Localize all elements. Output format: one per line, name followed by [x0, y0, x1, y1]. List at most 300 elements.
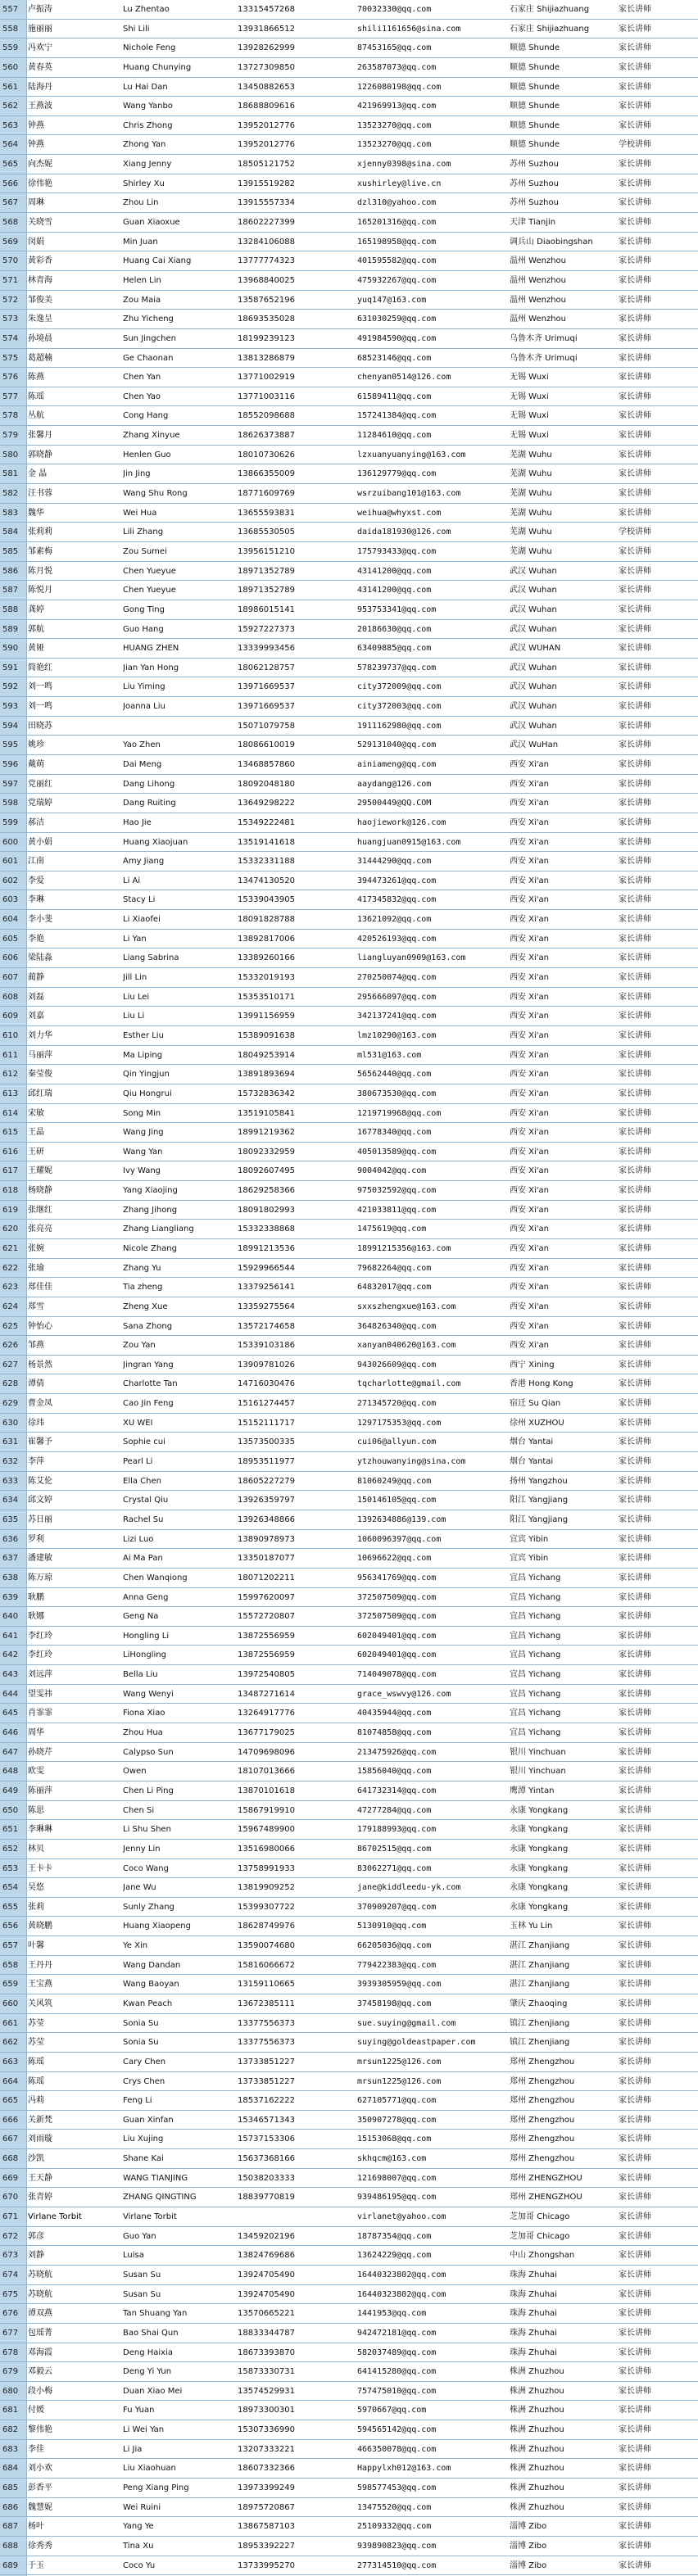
english-name-cell: Sun Jingchen [123, 333, 176, 343]
city-cell: 株洲 Zhuzhou [510, 2464, 564, 2474]
english-name-cell: Ella Chen [123, 1476, 161, 1486]
chinese-name-cell: 张莉 [28, 1902, 44, 1912]
table-row [0, 2227, 698, 2247]
role-cell: 家长讲师 [619, 2038, 651, 2048]
row-number-cell: 583 [2, 508, 19, 518]
english-name-cell: Bao Shai Qun [123, 2328, 179, 2338]
role-cell: 家长讲师 [619, 2115, 651, 2125]
chinese-name-cell: 张馨月 [28, 431, 52, 441]
role-cell: 家长讲师 [619, 198, 651, 208]
row-number-cell: 592 [2, 682, 19, 692]
city-cell: 乌鲁木齐 Urimuqi [510, 353, 578, 363]
role-cell: 家长讲师 [619, 702, 651, 712]
email-address-cell: 277314510@qq.com [357, 2560, 437, 2570]
email-address-cell: 16440323802@qq.com [357, 2270, 446, 2279]
english-name-cell: Cao Jin Feng [123, 1399, 174, 1409]
chinese-name-cell: 钟燕 [28, 140, 44, 150]
chinese-name-cell: 梁陆淼 [28, 953, 52, 963]
chinese-name-cell: 黄小娟 [28, 837, 52, 847]
role-cell: 家长讲师 [619, 1592, 651, 1602]
phone-number-cell: 15732836342 [238, 1089, 295, 1098]
city-cell: 宜昌 Yichang [510, 1689, 561, 1699]
row-number-cell: 683 [2, 2444, 19, 2454]
role-cell: 家长讲师 [619, 62, 651, 72]
row-number-cell: 653 [2, 1863, 19, 1873]
english-name-cell: Deng Yi Yun [123, 2367, 172, 2377]
phone-number-cell: 13991156959 [238, 1012, 295, 1021]
email-address-cell: 295666097@qq.com [357, 992, 437, 1002]
role-cell: 家长讲师 [619, 2425, 651, 2435]
english-name-cell: Peng Xiang Ping [123, 2483, 189, 2492]
role-cell: 家长讲师 [619, 1612, 651, 1622]
email-address-cell: 1226080198@qq.com [357, 82, 442, 92]
english-name-cell: Song Min [123, 1108, 161, 1118]
city-cell: 宜昌 Yichang [510, 1631, 561, 1641]
city-cell: 武汉 Wuhan [510, 624, 557, 634]
email-address-cell: 18991215356@163.com [357, 1244, 451, 1253]
english-name-cell: Lizi Luo [123, 1534, 154, 1544]
english-name-cell: Chen Si [123, 1805, 155, 1815]
table-row [0, 2246, 698, 2266]
table-row [0, 1588, 698, 1608]
english-name-cell: Liu Xiaohuan [123, 2464, 176, 2474]
role-cell: 家长讲师 [619, 644, 651, 654]
phone-number-cell: 18091828788 [238, 915, 295, 925]
email-address-cell: Happylxh012@163.com [357, 2464, 451, 2474]
role-cell: 家长讲师 [619, 218, 651, 228]
english-name-cell: Liu Li [123, 1012, 145, 1021]
table-row [0, 174, 698, 194]
phone-number-cell: 15332331188 [238, 857, 295, 867]
english-name-cell: Jingran Yang [123, 1360, 174, 1369]
row-number-cell: 659 [2, 1980, 19, 1990]
table-row [0, 1859, 698, 1879]
phone-number-cell: 18092332959 [238, 1147, 295, 1157]
chinese-name-cell: 魏慧妮 [28, 2502, 52, 2512]
city-cell: 西安 Xi'an [510, 1283, 550, 1293]
phone-number-cell: 13572174658 [238, 1321, 295, 1331]
chinese-name-cell: 陆海丹 [28, 82, 52, 92]
row-number-cell: 684 [2, 2464, 19, 2474]
row-number-cell: 571 [2, 275, 19, 285]
role-cell: 家长讲师 [619, 2173, 651, 2183]
table-row [0, 20, 698, 39]
role-cell: 家长讲师 [619, 1128, 651, 1138]
chinese-name-cell: 郭彦 [28, 2231, 44, 2241]
role-cell: 家长讲师 [619, 586, 651, 595]
row-number-cell: 566 [2, 179, 19, 188]
role-cell: 家长讲师 [619, 1070, 651, 1080]
city-cell: 顺德 Shunde [510, 140, 560, 150]
phone-number-cell: 18629258366 [238, 1186, 295, 1196]
english-name-cell: Chen Wanqiong [123, 1573, 188, 1582]
city-cell: 肇庆 Zhaoqing [510, 1999, 568, 2008]
email-address-cell: 10696622@qq.com [357, 1554, 432, 1564]
phone-number-cell: 13733851227 [238, 2057, 295, 2067]
role-cell: 家长讲师 [619, 2057, 651, 2067]
table-row [0, 2304, 698, 2324]
chinese-name-cell: 简艳红 [28, 663, 52, 672]
row-number-cell: 661 [2, 2018, 19, 2028]
english-name-cell: Shane Kai [123, 2154, 164, 2164]
phone-number-cell: 13733851227 [238, 2076, 295, 2086]
chinese-name-cell: 闵娟 [28, 237, 44, 247]
table-row [0, 1220, 698, 1239]
phone-number-cell: 13159110665 [238, 1980, 295, 1990]
role-cell: 家长讲师 [619, 759, 651, 769]
table-row [0, 1356, 698, 1375]
table-row [0, 1065, 698, 1084]
chinese-name-cell: 陈悦月 [28, 586, 52, 595]
row-number-cell: 572 [2, 295, 19, 305]
phone-number-cell: 18199239123 [238, 333, 295, 343]
row-number-cell: 557 [2, 5, 19, 14]
phone-number-cell: 13813286879 [238, 353, 295, 363]
table-row [0, 2111, 698, 2130]
city-cell: 温州 Wenzhou [510, 295, 567, 305]
role-cell: 家长讲师 [619, 1786, 651, 1795]
english-name-cell: Joanna Liu [123, 702, 165, 712]
chinese-name-cell: 姚珍 [28, 740, 44, 750]
table-row [0, 948, 698, 968]
city-cell: 西宁 Xining [510, 1360, 555, 1369]
city-cell: 宜昌 Yichang [510, 1612, 561, 1622]
row-number-cell: 624 [2, 1302, 19, 1311]
table-row [0, 2149, 698, 2169]
phone-number-cell: 13931866512 [238, 24, 295, 34]
row-number-cell: 605 [2, 934, 19, 944]
chinese-name-cell: 王研 [28, 1147, 44, 1157]
english-name-cell: Dai Meng [123, 759, 162, 769]
english-name-cell: Geng Na [123, 1612, 159, 1622]
row-number-cell: 576 [2, 373, 19, 383]
phone-number-cell: 13570665221 [238, 2309, 295, 2319]
phone-number-cell: 13655593831 [238, 508, 295, 518]
phone-number-cell: 13727309850 [238, 62, 295, 72]
table-row [0, 1743, 698, 1763]
phone-number-cell: 18975720867 [238, 2502, 295, 2512]
city-cell: 西安 Xi'an [510, 895, 550, 905]
phone-number-cell: 18626373887 [238, 431, 295, 441]
table-row [0, 1201, 698, 1220]
role-cell: 家长讲师 [619, 1050, 651, 1060]
table-row [0, 1510, 698, 1530]
english-name-cell: Ge Chaonan [123, 353, 174, 363]
chinese-name-cell: 郑佳佳 [28, 1283, 52, 1293]
email-address-cell: 40435944@qq.com [357, 1709, 432, 1718]
city-cell: 武汉 Wuhan [510, 682, 557, 692]
table-row [0, 1530, 698, 1550]
email-address-cell: 420526193@qq.com [357, 934, 437, 944]
english-name-cell: HUANG ZHEN [123, 644, 179, 654]
row-number-cell: 577 [2, 392, 19, 401]
email-address-cell: lmz10290@163.com [357, 1030, 437, 1040]
english-name-cell: Duan Xiao Mei [123, 2386, 183, 2396]
city-cell: 宜宾 Yibin [510, 1554, 549, 1564]
role-cell: 家长讲师 [619, 1418, 651, 1428]
email-address-cell: 68523146@qq.com [357, 353, 432, 363]
chinese-name-cell: 邱红瑞 [28, 1089, 52, 1098]
phone-number-cell: 13819909252 [238, 1883, 295, 1893]
email-address-cell: 475932267@qq.com [357, 275, 437, 285]
chinese-name-cell: 邱文婷 [28, 1496, 52, 1505]
row-number-cell: 602 [2, 876, 19, 885]
row-number-cell: 687 [2, 2522, 19, 2532]
chinese-name-cell: 徐伟艳 [28, 179, 52, 188]
email-address-cell: 491984590@qq.com [357, 333, 437, 343]
email-address-cell: 31444290@qq.com [357, 857, 432, 867]
email-address-cell: 942472181@qq.com [357, 2328, 437, 2338]
email-address-cell: city372009@qq.com [357, 682, 442, 692]
role-cell: 家长讲师 [619, 315, 651, 324]
table-row [0, 1414, 698, 1433]
row-number-cell: 581 [2, 469, 19, 479]
table-row [0, 930, 698, 949]
phone-number-cell: 15399307722 [238, 1902, 295, 1912]
row-number-cell: 648 [2, 1767, 19, 1777]
role-cell: 家长讲师 [619, 2231, 651, 2241]
table-row [0, 620, 698, 640]
chinese-name-cell: 李红玲 [28, 1650, 52, 1660]
role-cell: 家长讲师 [619, 817, 651, 827]
email-address-cell: 13621092@qq.com [357, 915, 432, 925]
role-cell: 家长讲师 [619, 2018, 651, 2028]
role-cell: 家长讲师 [619, 1205, 651, 1215]
row-number-cell: 590 [2, 644, 19, 654]
english-name-cell: Zhang Liangliang [123, 1225, 194, 1234]
table-row [0, 1646, 698, 1665]
chinese-name-cell: 党瑞婷 [28, 799, 52, 808]
row-number-cell: 666 [2, 2115, 19, 2125]
table-row [0, 794, 698, 813]
city-cell: 芜湖 Wuhu [510, 508, 552, 518]
english-name-cell: Wei Ruini [123, 2502, 161, 2512]
city-cell: 宜昌 Yichang [510, 1592, 561, 1602]
english-name-cell: Susan Su [123, 2289, 161, 2299]
table-row [0, 38, 698, 58]
role-cell: 家长讲师 [619, 1650, 651, 1660]
chinese-name-cell: 王晶 [28, 1128, 44, 1138]
table-row [0, 484, 698, 504]
phone-number-cell: 13315457268 [238, 5, 295, 14]
chinese-name-cell: 关新梵 [28, 2115, 52, 2125]
email-address-cell: 1060096397@qq.com [357, 1534, 442, 1544]
table-row [0, 1549, 698, 1569]
phone-number-cell: 18991219362 [238, 1128, 295, 1138]
phone-number-cell: 18552098688 [238, 411, 295, 421]
email-address-cell: 641415280@qq.com [357, 2367, 437, 2377]
table-row [0, 1569, 698, 1588]
english-name-cell: Lu Zhentao [123, 5, 170, 14]
english-name-cell: Tan Shuang Yan [123, 2309, 188, 2319]
table-row [0, 1491, 698, 1510]
chinese-name-cell: 吴悠 [28, 1883, 44, 1893]
table-row [0, 523, 698, 542]
chinese-name-cell: 苏莹 [28, 2018, 44, 2028]
phone-number-cell: 13870101618 [238, 1786, 295, 1795]
row-number-cell: 689 [2, 2560, 19, 2570]
table-row [0, 2207, 698, 2227]
table-row [0, 2401, 698, 2420]
city-cell: 西安 Xi'an [510, 1302, 550, 1311]
table-row [0, 1374, 698, 1394]
city-cell: 西安 Xi'an [510, 953, 550, 963]
role-cell: 家长讲师 [619, 2560, 651, 2570]
table-row [0, 446, 698, 465]
role-cell: 家长讲师 [619, 450, 651, 460]
english-name-cell: Ivy Wang [123, 1166, 161, 1176]
english-name-cell: Esther Liu [123, 1030, 164, 1040]
phone-number-cell: 13777774323 [238, 256, 295, 266]
chinese-name-cell: 陈瑶 [28, 392, 44, 401]
chinese-name-cell: 苏晓航 [28, 2270, 52, 2279]
row-number-cell: 611 [2, 1050, 19, 1060]
role-cell: 家长讲师 [619, 2541, 651, 2551]
phone-number-cell: 18605227279 [238, 1476, 295, 1486]
table-row [0, 1336, 698, 1356]
role-cell: 家长讲师 [619, 2328, 651, 2338]
chinese-name-cell: 刘一鸣 [28, 702, 52, 712]
table-row [0, 1781, 698, 1801]
role-cell: 家长讲师 [619, 1166, 651, 1176]
phone-number-cell: 15307336990 [238, 2425, 295, 2435]
chinese-name-cell: 徐秀秀 [28, 2541, 52, 2551]
role-cell: 家长讲师 [619, 1302, 651, 1311]
phone-number-cell: 13487271614 [238, 1689, 295, 1699]
table-row [0, 2266, 698, 2285]
city-cell: 烟台 Yantai [510, 1457, 554, 1467]
role-cell: 家长讲师 [619, 953, 651, 963]
table-row [0, 562, 698, 582]
city-cell: 西安 Xi'an [510, 1321, 550, 1331]
chinese-name-cell: 刘力华 [28, 1030, 52, 1040]
email-address-cell: 270250074@qq.com [357, 973, 437, 983]
chinese-name-cell: 周琳 [28, 198, 44, 208]
table-row [0, 1433, 698, 1452]
email-address-cell: 1219719968@qq.com [357, 1108, 442, 1118]
role-cell: 家长讲师 [619, 1573, 651, 1582]
chinese-name-cell: 刘小欢 [28, 2464, 52, 2474]
row-number-cell: 610 [2, 1030, 19, 1040]
english-name-cell: Yang Ye [123, 2522, 154, 2532]
english-name-cell: Coco Wang [123, 1863, 169, 1873]
role-cell: 家长讲师 [619, 1689, 651, 1699]
role-cell: 家长讲师 [619, 837, 651, 847]
english-name-cell: Wang Dandan [123, 1960, 181, 1970]
table-row [0, 852, 698, 871]
english-name-cell: WANG TIANJING [123, 2173, 188, 2183]
phone-number-cell: 15332019193 [238, 973, 295, 983]
role-cell: 家长讲师 [619, 1709, 651, 1718]
role-cell: 家长讲师 [619, 1341, 651, 1351]
table-row [0, 755, 698, 775]
role-cell: 家长讲师 [619, 489, 651, 499]
row-number-cell: 574 [2, 333, 19, 343]
role-cell: 家长讲师 [619, 1747, 651, 1757]
table-row [0, 2556, 698, 2576]
chinese-name-cell: 杨景然 [28, 1360, 52, 1369]
phone-number-cell: 13284106088 [238, 237, 295, 247]
table-row [0, 1181, 698, 1201]
chinese-name-cell: 秦莹俊 [28, 1070, 52, 1080]
row-number-cell: 651 [2, 1825, 19, 1835]
row-number-cell: 617 [2, 1166, 19, 1176]
email-address-cell: 372507509@qq.com [357, 1592, 437, 1602]
table-row [0, 1104, 698, 1124]
city-cell: 顺德 Shunde [510, 120, 560, 130]
role-cell: 家长讲师 [619, 2135, 651, 2144]
row-number-cell: 623 [2, 1283, 19, 1293]
english-name-cell: Zheng Xue [123, 1302, 168, 1311]
email-address-cell: 350907278@qq.com [357, 2115, 437, 2125]
city-cell: 珠海 Zhuhai [510, 2347, 557, 2357]
chinese-name-cell: 冯莉 [28, 2096, 44, 2106]
role-cell: 家长讲师 [619, 1534, 651, 1544]
phone-number-cell: 13379256141 [238, 1283, 295, 1293]
chinese-name-cell: 谭双燕 [28, 2309, 52, 2319]
city-cell: 西安 Xi'an [510, 837, 550, 847]
chinese-name-cell: 邹燕 [28, 1341, 44, 1351]
table-row [0, 813, 698, 833]
role-cell: 家长讲师 [619, 431, 651, 441]
chinese-name-cell: 付媛 [28, 2406, 44, 2415]
city-cell: 顺德 Shunde [510, 43, 560, 53]
email-address-cell: 15153068@qq.com [357, 2135, 432, 2144]
email-address-cell: 64832017@qq.com [357, 1283, 432, 1293]
table-row [0, 2479, 698, 2498]
chinese-name-cell: 叶馨 [28, 1941, 44, 1951]
phone-number-cell: 18973300301 [238, 2406, 295, 2415]
phone-number-cell: 13468857860 [238, 759, 295, 769]
english-name-cell: Huang Chunying [123, 62, 192, 72]
table-row [0, 1046, 698, 1066]
table-row [0, 2033, 698, 2053]
city-cell: 烟台 Yantai [510, 1437, 554, 1447]
row-number-cell: 575 [2, 353, 19, 363]
email-address-cell: 150146105@qq.com [357, 1496, 437, 1505]
email-address-cell: lzxuanyuanying@163.com [357, 450, 466, 460]
phone-number-cell: 13968840025 [238, 275, 295, 285]
row-number-cell: 675 [2, 2289, 19, 2299]
table-row [0, 368, 698, 387]
city-cell: 西安 Xi'an [510, 799, 550, 808]
english-name-cell: Zhang Jihong [123, 1205, 178, 1215]
email-address-cell: 13475520@qq.com [357, 2502, 432, 2512]
email-address-cell: 56562440@qq.com [357, 1070, 432, 1080]
role-cell: 家长讲师 [619, 1030, 651, 1040]
row-number-cell: 578 [2, 411, 19, 421]
phone-number-cell: 13915519282 [238, 179, 295, 188]
chinese-name-cell: 刘一鸣 [28, 682, 52, 692]
city-cell: 武汉 Wuhan [510, 702, 557, 712]
phone-number-cell: 13649298222 [238, 799, 295, 808]
row-number-cell: 649 [2, 1786, 19, 1795]
row-number-cell: 672 [2, 2231, 19, 2241]
chinese-name-cell: 向杰妮 [28, 160, 52, 170]
city-cell: 宿迁 Su Qian [510, 1399, 561, 1409]
email-address-cell: 43141200@qq.com [357, 566, 432, 576]
city-cell: 永康 Yongkang [510, 1902, 569, 1912]
english-name-cell: Huang Xiaojuan [123, 837, 188, 847]
row-number-cell: 614 [2, 1108, 19, 1118]
chinese-name-cell: 田晓苏 [28, 721, 52, 731]
role-cell: 家长讲师 [619, 546, 651, 556]
email-address-cell: 641732314@qq.com [357, 1786, 437, 1795]
table-row [0, 406, 698, 426]
email-address-cell: 582037489@qq.com [357, 2347, 437, 2357]
chinese-name-cell: 葛超楠 [28, 353, 52, 363]
email-address-cell: 165198958@qq.com [357, 237, 437, 247]
